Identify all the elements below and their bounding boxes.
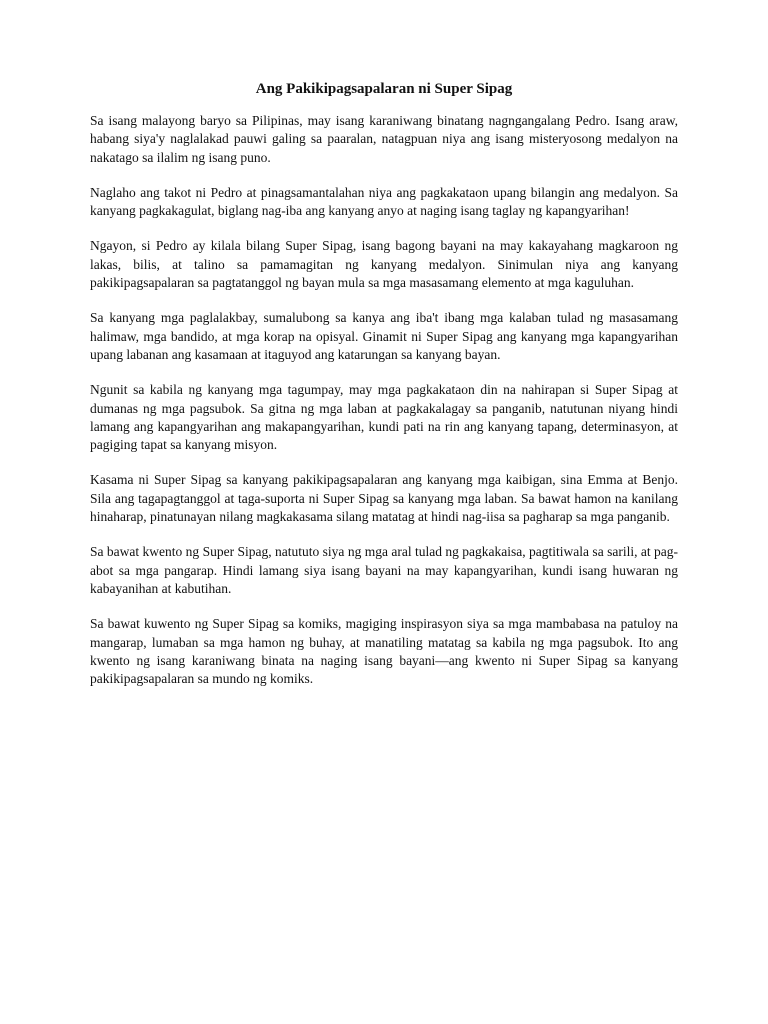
paragraph-6: Kasama ni Super Sipag sa kanyang pakikipagsapalaran ang kanyang mga kaibigan, sina Emma at Benjo. Sila ang tagapagtanggol at taga-suporta ni Super Sipag sa kanyang mga laban. Sa bawat hamon na kanilang hinaharap, pinatunayan nilang magkakasama silang matatag at hindi nag-iisa sa pagharap sa mga panganib.	[90, 472, 678, 525]
paragraph-5: Ngunit sa kabila ng kanyang mga tagumpay, may mga pagkakataon din na nahirapan si Super Sipag at dumanas ng mga pagsubok. Sa gitna ng mga laban at pagkakalagay sa panganib, natutunan niyang hindi lamang ang kapangyarihan ang makapangyarihan, kundi pati na rin ang kanyang tapang, determinasyon, at pagiging tapat sa kanyang misyon.	[90, 382, 678, 453]
paragraph-4: Sa kanyang mga paglalakbay, sumalubong sa kanya ang iba't ibang mga kalaban tulad ng masasamang halimaw, mga bandido, at mga korap na opisyal. Ginamit ni Super Sipag ang kanyang mga kapangyarihan upang labanan ang kasamaan at itaguyod ang katarungan sa kanyang bayan.	[90, 310, 678, 362]
paragraph-2: Naglaho ang takot ni Pedro at pinagsamantalahan niya ang pagkakataon upang bilangin ang medalyon. Sa kanyang pagkakagulat, biglang nag-iba ang kanyang anyo at naging isang taglay ng kapangyarihan!	[90, 184, 678, 219]
paragraph-1: Sa isang malayong baryo sa Pilipinas, may isang karaniwang binatang nagngangalang Pedro. Isang araw, habang siya'y naglalakad pauwi galing sa paaralan, natagpuan niya ang isang misteryosong medalyon na nakatago sa ilalim ng isang puno.	[90, 113, 678, 165]
paragraph-7: Sa bawat kwento ng Super Sipag, natututo siya ng mga aral tulad ng pagkakaisa, pagtitiwala sa sarili, at pag-abot sa mga pangarap. Hindi lamang siya isang bayani na may kapangyarihan, kundi isang huwaran ng kabayanihan at kabutihan.	[90, 544, 678, 596]
paragraph-3: Ngayon, si Pedro ay kilala bilang Super Sipag, isang bagong bayani na may kakayahang magkaroon ng lakas, bilis, at talino sa pamamagitan ng kanyang medalyon. Sinimulan niya ang kanyang pakikipagsapalaran sa pagtatanggol ng bayan mula sa mga masasamang elemento at mga kaguluhan.	[90, 238, 678, 291]
document-title: Ang Pakikipagsapalaran ni Super Sipag	[255, 81, 513, 97]
paragraph-8: Sa bawat kuwento ng Super Sipag sa komiks, magiging inspirasyon siya sa mga mambabasa na patuloy na mangarap, lumaban sa mga hamon ng buhay, at manatiling matatag sa kabila ng mga pagsubok. Ito ang kwento ng isang karaniwang binata na naging isang bayani—ang kwento ni Super Sipag sa kanyang pakikipagsapalaran sa mundo ng komiks.	[90, 616, 678, 687]
